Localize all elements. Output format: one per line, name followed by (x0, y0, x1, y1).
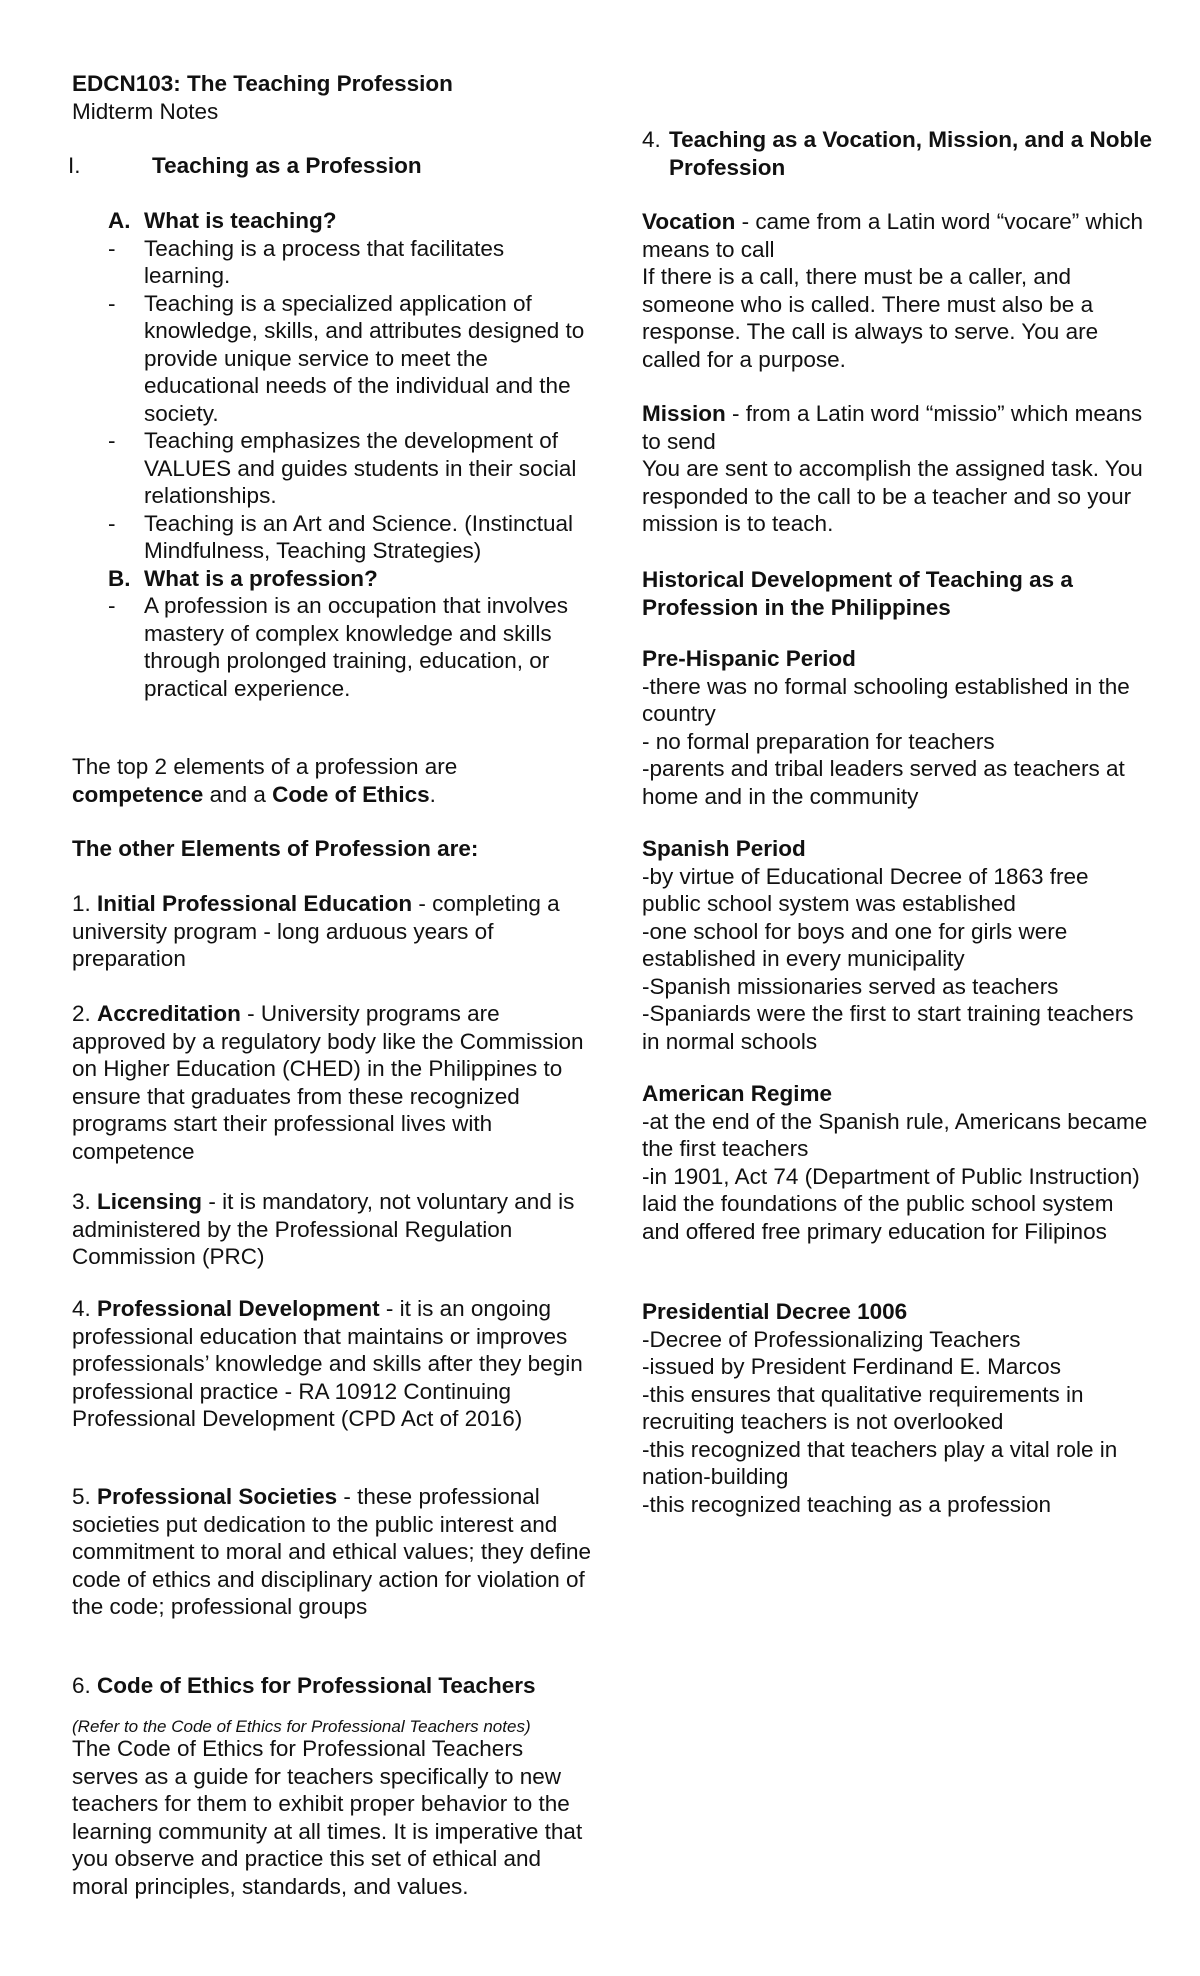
period-line: -by virtue of Educational Decree of 1863 free public school system was established (642, 863, 1089, 916)
period-line: -Spanish missionaries served as teachers (642, 973, 1059, 999)
period-line: - no formal preparation for teachers (642, 728, 995, 754)
period-pd-1006 (642, 1298, 1152, 1518)
element-item-4: 4. Professional Development - it is an ongoing professional education that maintains or improves professionals’ knowledge and skills after they begin professional practice - RA 10912 Continuing Professional Development (CPD Act of 2016) (72, 1296, 583, 1431)
course-title: EDCN103: The Teaching Profession (72, 71, 453, 96)
period-line: -in 1901, Act 74 (Department of Public Instruction) laid the foundations of the public school system and offered free primary education for Filipinos (642, 1163, 1140, 1244)
bullet-marker: - (108, 510, 116, 536)
subheading-what-is-profession (72, 565, 592, 593)
teaching-definition-block (72, 207, 592, 702)
document-header (72, 70, 592, 125)
subheading-what-is-teaching (72, 207, 592, 235)
bullet-marker: - (108, 235, 116, 261)
list-item (72, 290, 592, 428)
subheading-marker: A. (108, 208, 131, 233)
mission-block (642, 400, 1152, 538)
element-item-3: 3. Licensing - it is mandatory, not voluntary and is administered by the Professional Regulation Commission (PRC) (72, 1189, 575, 1269)
element-item-2: 2. Accreditation - University programs are approved by a regulatory body like the Commission on Higher Education (CHED) in the Philippines to ensure that graduates from these recognized programs start their professional lives with competence (72, 1001, 584, 1164)
period-spanish (642, 835, 1152, 1055)
period-title: Presidential Decree 1006 (642, 1299, 908, 1324)
period-line: -parents and tribal leaders served as teachers at home and in the community (642, 756, 1125, 809)
period-title: American Regime (642, 1081, 833, 1106)
list-item-text: Teaching is an Art and Science. (Instinctual Mindfulness, Teaching Strategies) (144, 510, 573, 563)
element-item-1: 1. Initial Professional Education - completing a university program - long arduous years of preparation (72, 891, 560, 971)
period-line: -there was no formal schooling established in the country (642, 673, 1130, 726)
mission-definition: Mission - from a Latin word “missio” which means to send (642, 401, 1143, 454)
period-line: -Decree of Professionalizing Teachers (642, 1326, 1021, 1352)
section-heading (68, 152, 592, 180)
period-title: Spanish Period (642, 836, 806, 861)
period-title: Pre-Hispanic Period (642, 646, 856, 671)
period-line: -issued by President Ferdinand E. Marcos (642, 1354, 1061, 1379)
period-line: -this recognized that teachers play a vital role in nation-building (642, 1436, 1118, 1489)
historical-heading: Historical Development of Teaching as a Profession in the Philippines (642, 567, 1073, 620)
period-line: -this ensures that qualitative requirements in recruiting teachers is not overlooked (642, 1381, 1084, 1434)
bullet-marker: - (108, 428, 116, 453)
other-elements-heading: The other Elements of Profession are: (72, 836, 479, 861)
element-item-6: 6. Code of Ethics for Professional Teachers (72, 1673, 536, 1698)
period-american (642, 1080, 1152, 1245)
section-title: Teaching as a Profession (152, 153, 422, 178)
bullet-marker: - (108, 593, 116, 618)
period-line: -this recognized teaching as a profession (642, 1491, 1051, 1517)
period-pre-hispanic (642, 645, 1152, 810)
subheading-marker: B. (108, 565, 131, 591)
document-subtitle: Midterm Notes (72, 98, 219, 124)
period-line: -Spaniards were the first to start training teachers in normal schools (642, 1001, 1134, 1054)
list-item (72, 427, 592, 510)
vocation-text: If there is a call, there must be a caller, and someone who is called. There must also be a response. The call is always to serve. You are called for a purpose. (642, 264, 1099, 372)
bullet-marker: - (108, 290, 116, 316)
vocation-block (642, 208, 1152, 373)
element-item-5: 5. Professional Societies - these professional societies put dedication to the public interest and commitment to moral and ethical values; they define code of ethics and disciplinary action for violation of the code; professional groups (72, 1484, 592, 1619)
code-of-ethics-text: The Code of Ethics for Professional Teachers serves as a guide for teachers specifically to new teachers for them to exhibit proper behavior to the learning community at all times. It is imperative that you observe and practice this set of ethical and moral principles, standards, and values. (72, 1736, 583, 1899)
section-4-heading: 4. Teaching as a Vocation, Mission, and a Noble Profession (642, 127, 1153, 180)
list-item-text: A profession is an occupation that involves mastery of complex knowledge and skills through prolonged training, education, or practical experience. (144, 593, 569, 701)
list-item (72, 235, 592, 290)
list-item-text: Teaching is a process that facilitates learning. (144, 235, 505, 288)
period-line: -at the end of the Spanish rule, Americans became the first teachers (642, 1108, 1148, 1161)
subheading-text: What is a profession? (144, 565, 378, 591)
list-item-text: Teaching emphasizes the development of VALUES and guides students in their social relationships. (144, 428, 577, 508)
list-item (72, 510, 592, 565)
code-of-ethics-note: (Refer to the Code of Ethics for Professional Teachers notes) (72, 1717, 531, 1736)
subheading-text: What is teaching? (144, 208, 337, 233)
list-item (72, 592, 592, 702)
list-item-text: Teaching is a specialized application of knowledge, skills, and attributes designed to provide unique service to meet the educational needs of the individual and the society. (144, 290, 585, 426)
top-elements-paragraph: The top 2 elements of a profession are competence and a Code of Ethics. (72, 754, 458, 807)
mission-text: You are sent to accomplish the assigned task. You responded to the call to be a teacher and so your mission is to teach. (642, 456, 1143, 536)
period-line: -one school for boys and one for girls were established in every municipality (642, 918, 1068, 971)
section-number: I. (68, 153, 81, 178)
right-column (642, 0, 1153, 1517)
vocation-definition: Vocation - came from a Latin word “vocare” which means to call (642, 209, 1143, 262)
